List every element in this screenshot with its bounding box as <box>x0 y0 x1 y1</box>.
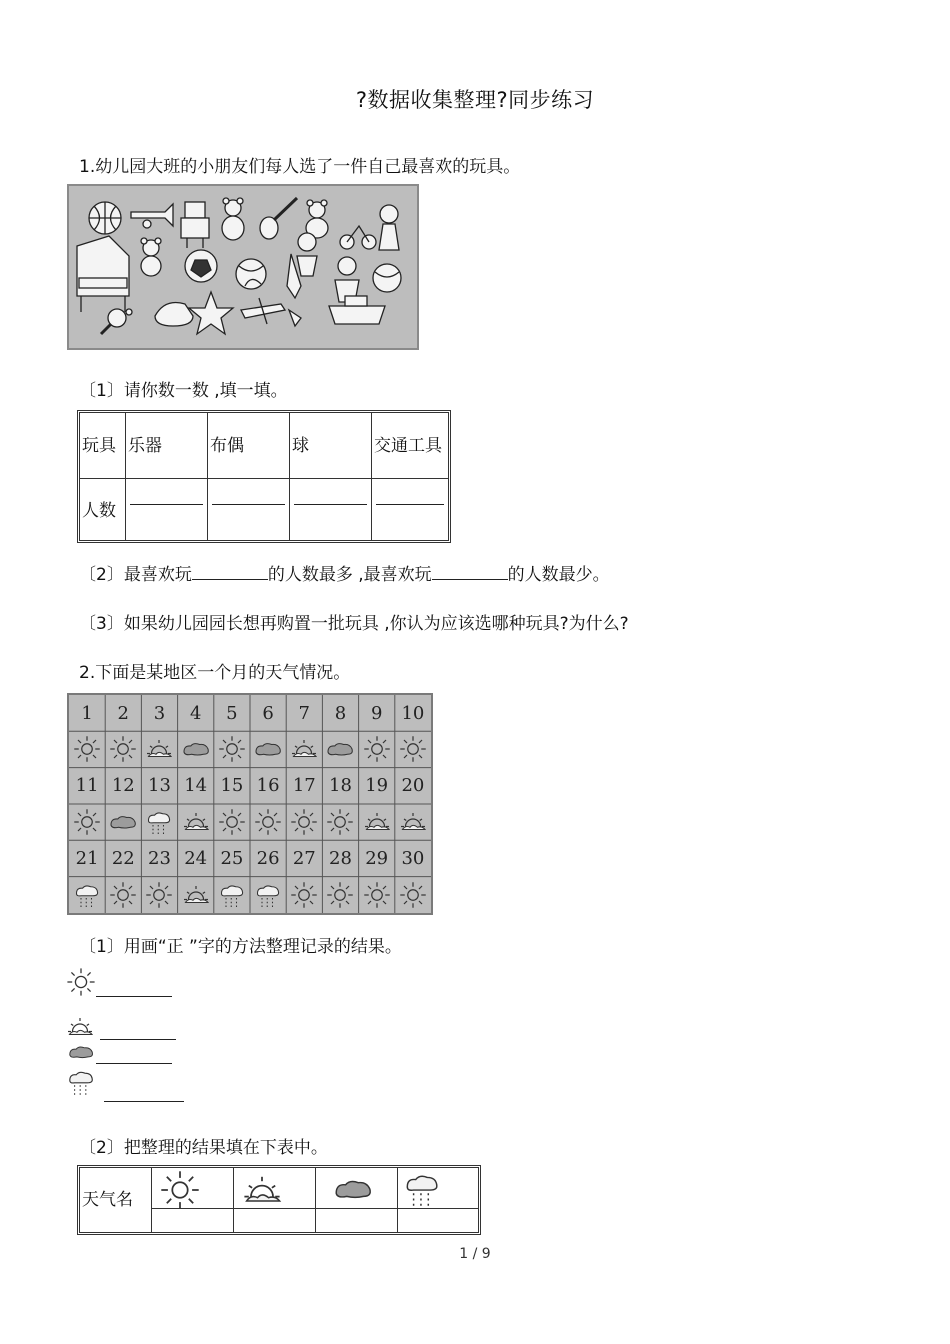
toy-picture <box>67 184 419 350</box>
calendar-weather-cloudy-icon <box>322 731 358 767</box>
calendar-weather-sunny-icon <box>214 731 250 767</box>
calendar-weather-rainy-icon <box>141 804 177 840</box>
calendar-weather-sunny-icon <box>214 804 250 840</box>
q1-sub2-part-a: 〔2〕最喜欢玩 <box>79 565 192 585</box>
table-header-ball: 球 <box>290 413 372 478</box>
tally-sunny-icon <box>65 966 97 998</box>
sunny-icon <box>158 1168 202 1212</box>
calendar-day-number: 23 <box>148 847 171 869</box>
piano-icon <box>77 236 129 312</box>
calendar-weather-sunny-icon <box>395 877 431 913</box>
calendar-day-number: 17 <box>292 775 316 797</box>
calendar-weather-rainy-icon <box>214 877 250 913</box>
ship-icon <box>329 296 385 324</box>
calendar-day-number: 29 <box>365 847 389 869</box>
result-column-cloudy[interactable] <box>316 1168 398 1232</box>
tally-blank-cloudy[interactable] <box>96 1063 172 1064</box>
partly-cloudy-icon <box>236 1168 288 1212</box>
calendar-day-number: 4 <box>189 702 202 724</box>
q1-sub2-part-c: 的人数最少。 <box>507 565 610 585</box>
page-title: ?数据收集整理?同步练习 <box>355 88 595 112</box>
calendar-weather-sunny-icon <box>105 877 141 913</box>
calendar-day-number: 8 <box>334 702 347 724</box>
calendar-day-number: 6 <box>262 702 274 724</box>
weather-result-table <box>77 1165 481 1235</box>
calendar-day-number: 28 <box>329 847 352 869</box>
table-header-puppet: 布偶 <box>208 413 290 478</box>
calendar-weather-partly-icon <box>178 877 214 913</box>
tally-cloudy-icon <box>65 1038 97 1066</box>
clown-doll-icon <box>297 233 317 276</box>
calendar-day-number: 10 <box>401 702 425 724</box>
calendar-weather-partly-icon <box>395 804 431 840</box>
answer-blank-least[interactable] <box>432 565 508 580</box>
calendar-day-number: 18 <box>329 775 352 797</box>
q2-sub1: 〔1〕用画“正 ”字的方法整理记录的结果。 <box>79 937 402 957</box>
q2-sub2: 〔2〕把整理的结果填在下表中。 <box>79 1138 328 1158</box>
calendar-weather-sunny-icon <box>322 804 358 840</box>
answer-blank-most[interactable] <box>192 565 268 580</box>
calendar-day-number: 27 <box>292 847 316 869</box>
clown-doll-icon <box>335 257 359 302</box>
calendar-day-number: 5 <box>226 702 238 724</box>
cloudy-icon <box>318 1168 388 1210</box>
calendar-weather-sunny-icon <box>105 731 141 767</box>
guitar-icon <box>260 198 297 239</box>
calendar-day-number: 1 <box>81 702 93 724</box>
question-1-text: 1.幼儿园大班的小朋友们每人选了一件自己最喜欢的玩具。 <box>79 157 521 177</box>
calendar-weather-sunny-icon <box>69 731 105 767</box>
tally-blank-partly-cloudy[interactable] <box>100 1039 176 1040</box>
question-2-text: 2.下面是某地区一个月的天气情况。 <box>79 663 351 683</box>
calendar-day-number: 26 <box>256 847 280 869</box>
star-doll-icon <box>189 292 233 334</box>
calendar-day-number: 9 <box>370 702 383 724</box>
calendar-weather-partly-icon <box>359 804 395 840</box>
teddy-bear-icon <box>306 200 328 238</box>
calendar-weather-rainy-icon <box>250 877 286 913</box>
result-column-rainy[interactable] <box>398 1168 478 1232</box>
calendar-day-number: 13 <box>148 775 171 797</box>
calendar-day-number: 7 <box>298 702 310 724</box>
calendar-weather-sunny-icon <box>250 804 286 840</box>
calendar-weather-sunny-icon <box>395 731 431 767</box>
calendar-weather-rainy-icon <box>69 877 105 913</box>
tennis-ball-icon <box>373 264 401 292</box>
calendar-day-number: 12 <box>111 775 135 797</box>
calendar-weather-cloudy-icon <box>250 731 286 767</box>
calendar-weather-sunny-icon <box>286 804 322 840</box>
calendar-day-number: 25 <box>220 847 244 869</box>
teddy-bear-icon <box>222 198 244 240</box>
trumpet-icon <box>131 204 173 228</box>
result-column-sunny[interactable] <box>152 1168 234 1232</box>
calendar-day-number: 24 <box>184 847 208 869</box>
calendar-day-number: 11 <box>75 775 99 797</box>
q1-sub1: 〔1〕请你数一数 ,填一填。 <box>79 381 288 401</box>
calendar-day-number: 19 <box>365 775 389 797</box>
tally-blank-rainy[interactable] <box>104 1101 184 1102</box>
table-header-vehicle: 交通工具 <box>374 436 442 456</box>
answer-cell-instrument[interactable] <box>126 478 208 540</box>
soccer-ball-icon <box>185 250 217 282</box>
calendar-day-number: 2 <box>117 702 129 724</box>
calendar-weather-sunny-icon <box>322 877 358 913</box>
rainy-icon <box>400 1168 444 1210</box>
calendar-day-number: 20 <box>401 775 425 797</box>
calendar-weather-sunny-icon <box>141 877 177 913</box>
airplane-icon <box>241 298 285 324</box>
calendar-day-number: 3 <box>153 702 166 724</box>
calendar-weather-sunny-icon <box>359 877 395 913</box>
calendar-weather-cloudy-icon <box>105 804 141 840</box>
basketball-icon <box>89 202 121 234</box>
shuttlecock-icon <box>289 310 301 326</box>
calendar-weather-partly-icon <box>141 731 177 767</box>
table-label-weather-name: 天气名 <box>80 1168 152 1232</box>
q1-sub2 <box>79 560 610 585</box>
calendar-weather-sunny-icon <box>359 731 395 767</box>
answer-cell-vehicle[interactable] <box>372 478 448 540</box>
calendar-day-number: 22 <box>111 847 135 869</box>
tricycle-icon <box>340 226 376 249</box>
page-number: 1 / 9 <box>459 1246 491 1262</box>
teddy-bear-icon <box>141 238 161 276</box>
calendar-day-number: 16 <box>256 775 280 797</box>
q1-sub3: 〔3〕如果幼儿园园长想再购置一批玩具 ,你认为应该选哪种玩具?为什么? <box>79 614 629 634</box>
doll-icon <box>379 205 399 250</box>
tally-blank-sunny[interactable] <box>96 996 172 997</box>
weather-calendar <box>67 693 433 915</box>
calendar-day-number: 15 <box>220 775 244 797</box>
tally-rainy-icon <box>65 1064 97 1100</box>
ping-pong-icon <box>101 309 132 334</box>
table-header-instrument: 乐器 <box>126 413 208 478</box>
calendar-weather-cloudy-icon <box>178 731 214 767</box>
toy-count-table <box>77 410 451 543</box>
answer-cell-ball[interactable] <box>290 478 372 540</box>
volleyball-icon <box>236 259 266 289</box>
calendar-day-number: 30 <box>401 847 425 869</box>
calendar-weather-partly-icon <box>286 731 322 767</box>
calendar-weather-sunny-icon <box>286 877 322 913</box>
calendar-day-number: 14 <box>184 775 208 797</box>
toy-picture-drawing <box>69 186 417 348</box>
car-icon <box>155 303 193 327</box>
calendar-weather-partly-icon <box>178 804 214 840</box>
robot-icon <box>181 202 209 248</box>
answer-cell-puppet[interactable] <box>208 478 290 540</box>
q1-sub2-part-b: 的人数最多 ,最喜欢玩 <box>267 565 432 585</box>
calendar-day-number: 21 <box>75 847 99 869</box>
calendar-weather-sunny-icon <box>69 804 105 840</box>
table-header-toy: 玩具 <box>80 413 126 478</box>
result-column-partly-cloudy[interactable] <box>234 1168 316 1232</box>
table-row-label-people: 人数 <box>80 478 126 540</box>
